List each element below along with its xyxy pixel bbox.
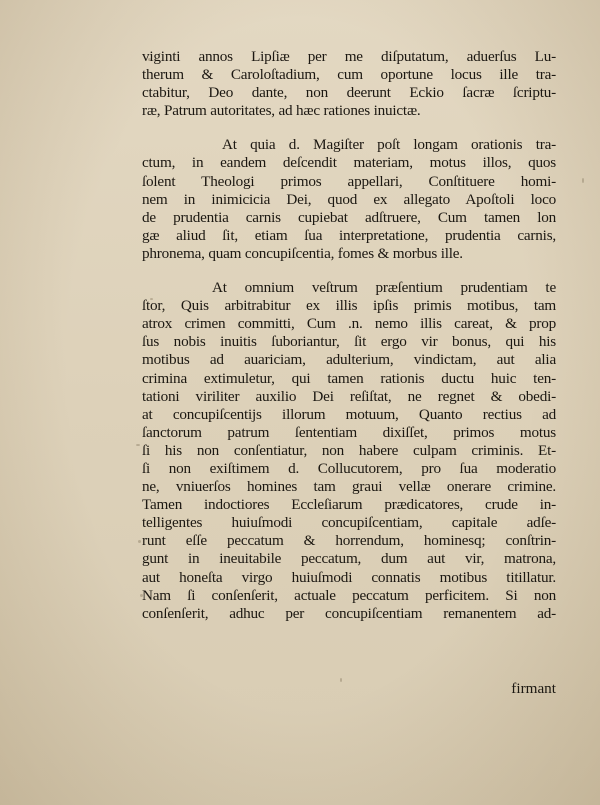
- paper-speck: [150, 298, 153, 300]
- text-line: ſus nobis inuitis ſuboriantur, ſit ergo vir bonus, qui his: [142, 333, 556, 351]
- text-line: ſi non exiſtimem d. Collucutorem, pro ſua moderatio: [142, 459, 556, 477]
- text-line: nem in inimicicia Dei, quod ex allegato Apoſtoli loco: [142, 190, 556, 208]
- text-line: ctabitur, Deo dante, non deerunt Eckio ſacræ ſcriptu-: [142, 84, 556, 102]
- paragraph-2: [142, 136, 556, 263]
- text-line: motibus ad auariciam, adulterium, vindictam, aut alia: [142, 351, 556, 369]
- text-line: atrox crimen committi, Cum .n. nemo illis careat, & prop: [142, 315, 556, 333]
- text-line: At omnium veſtrum præſentium prudentiam te: [212, 279, 556, 297]
- text-line: crimina extimuletur, qui tamen rationis ductu huic ten-: [142, 369, 556, 387]
- text-line: ctum, in eandem deſcendit materiam, motus illos, quos: [142, 154, 556, 172]
- paper-speck: [138, 540, 141, 543]
- paper-speck: [140, 594, 143, 597]
- paper-speck: [148, 58, 151, 61]
- text-line: ne, vniuerſos homines tam graui vellæ onerare crimine.: [142, 478, 556, 496]
- paper-speck: [582, 178, 584, 183]
- paragraph-1: [142, 48, 556, 120]
- text-line: ſolent Theologi primos appellari, Conſtituere homi-: [142, 172, 556, 190]
- text-line: Tamen indoctiores Eccleſiarum prædicatores, crude in-: [142, 496, 556, 514]
- text-line: de prudentia carnis cupiebat adſtruere, Cum tamen lon: [142, 208, 556, 226]
- text-line: aut honeſta virgo huiuſmodi connatis motibus titillatur.: [142, 568, 556, 586]
- text-line: ſi his non conſentiatur, non habere culpam criminis. Et-: [142, 441, 556, 459]
- text-line: runt eſſe peccatum & horrendum, hominesq; conſtrin-: [142, 532, 556, 550]
- paper-speck: [340, 678, 342, 682]
- paragraph-gap: [142, 120, 556, 136]
- paragraph-3: [142, 279, 556, 623]
- text-line: telligentes huiuſmodi concupiſcentiam, capitale adſe-: [142, 514, 556, 532]
- text-line: therum & Caroloſtadium, cum oportune locus ille tra-: [142, 66, 556, 84]
- text-line: ræ, Patrum autoritates, ad hæc rationes inuictæ.: [142, 102, 421, 120]
- text-line: ſtor, Quis arbitrabitur ex illis ipſis primis motibus, tam: [142, 297, 556, 315]
- text-line: phronema, quam concupiſcentia, fomes & morbus ille.: [142, 244, 463, 262]
- text-line: viginti annos Lipſiæ per me diſputatum, aduerſus Lu-: [142, 48, 556, 65]
- text-line: gunt in ineuitabile peccatum, dum aut vir, matrona,: [142, 550, 556, 568]
- text-line: conſenſerit, adhuc per concupiſcentiam remanentem ad-: [142, 604, 556, 622]
- text-line: Nam ſi conſenſerit, actuale peccatum perficitem. Si non: [142, 586, 556, 604]
- text-line: tationi viriliter auxilio Dei reſiſtat, ne regnet & obedi-: [142, 387, 556, 405]
- text-line: At quia d. Magiſter poſt longam orationis tra-: [222, 136, 556, 154]
- catchword: firmant: [511, 680, 556, 697]
- paper-speck: [136, 444, 140, 446]
- paragraph-gap: [142, 263, 556, 279]
- text-line: ſanctorum patrum ſententiam dixiſſet, primos motus: [142, 423, 556, 441]
- text-line: at concupiſcentijs illorum motuum, Quanto rectius ad: [142, 405, 556, 423]
- text-line: gæ aliud ſit, etiam ſua interpretatione, prudentia carnis,: [142, 226, 556, 244]
- text-block: [142, 48, 556, 623]
